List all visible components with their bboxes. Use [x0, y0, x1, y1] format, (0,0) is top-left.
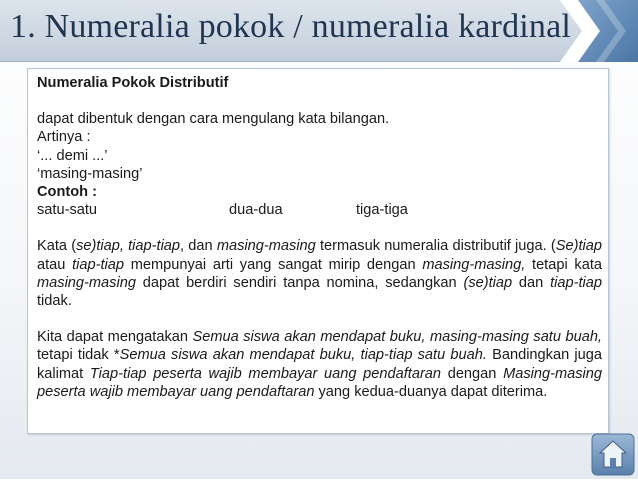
example-item: satu-satu: [37, 202, 98, 219]
home-icon: [590, 432, 636, 477]
paragraph-1: Kata (se)tiap, tiap-tiap, dan masing-masing termasuk numeralia distributif juga. (Se)tiap atau tiap-tiap mempunyai arti yang sangat mirip dengan masing-masing, tetapi kata masing-masing dapat berdiri sendiri tanpa nomina, sedangkan (se)tiap dan tiap-tiap tidak.: [37, 238, 602, 310]
meaning-line-1: ‘... demi ...’: [37, 147, 108, 164]
example-row: [37, 201, 602, 219]
paragraph-2: Kita dapat mengatakan Semua siswa akan mendapat buku, masing-masing satu buah, tetapi tidak *Semua siswa akan mendapat buku, tiap-tiap satu buah. Bandingkan juga kalimat Tiap-tiap peserta wajib membayar uang pendaftaran dengan Masing-masing peserta wajib membayar uang pendaftaran yang kedua-duanya dapat diterima.: [37, 329, 603, 400]
example-label: Contoh :: [37, 184, 97, 201]
meaning-line-2: ‘masing-masing’: [37, 165, 143, 182]
slide-title: 1. Numeralia pokok / numeralia kardinal: [10, 8, 572, 45]
definition-line: dapat dibentuk dengan cara mengulang kata bilangan.: [37, 111, 390, 128]
section-heading: Numeralia Pokok Distributif: [37, 75, 229, 91]
example-item: tiga-tiga: [356, 202, 408, 219]
title-bar: [0, 0, 638, 62]
content-body: [37, 74, 602, 401]
meaning-label: Artinya :: [37, 129, 91, 146]
home-button[interactable]: [590, 432, 636, 477]
example-item: dua-dua: [229, 202, 283, 219]
